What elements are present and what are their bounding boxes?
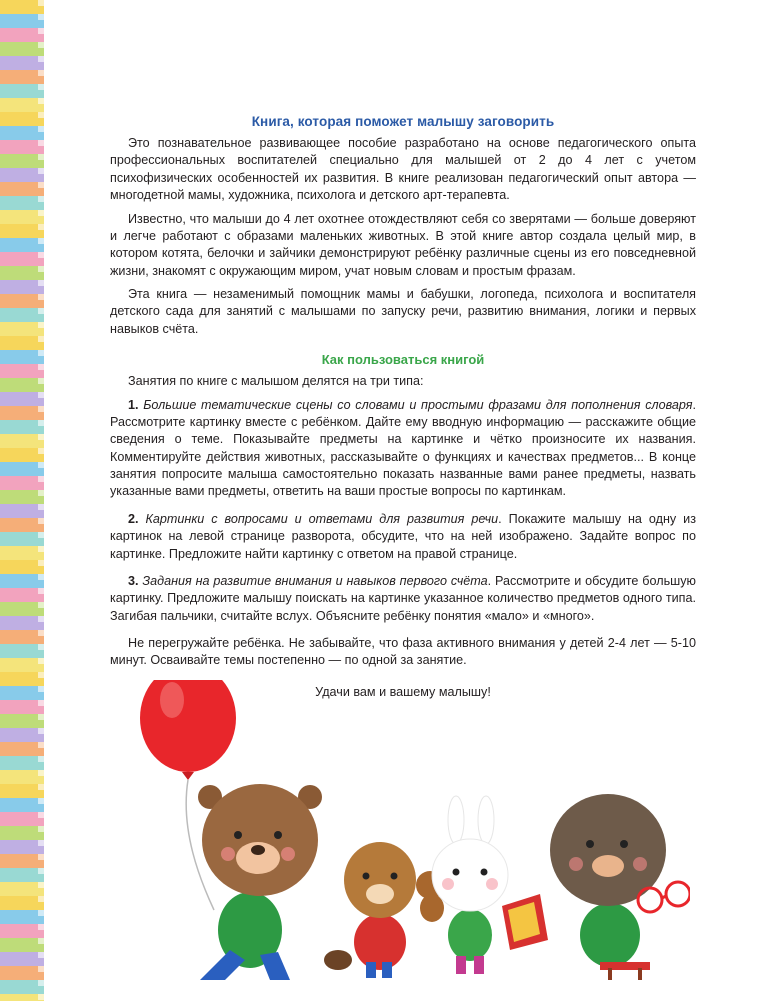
item-title: Картинки с вопросами и ответами для развития речи: [145, 511, 499, 526]
intro-paragraph-3: Эта книга — незаменимый помощник мамы и бабушки, логопеда, психолога и воспитателя детского сада для занятий с малышами по запуску речи, развитию внимания, логики и первых навыков счёта.: [110, 287, 696, 336]
closing-line: Удачи вам и вашему малышу!: [315, 684, 491, 699]
item-text: . Рассмотрите картинку вместе с ребёнком. Дайте ему вводную информацию — расскажите общие сведения о теме. Показывайте предметы на картинке и чётко произносите их названия. Комментируйте действия животных, рассказывайте о функциях и качествах предметов... В конце занятия попросите малыша самостоятельно показать названные вами ранее предметы, назвать указанные вами предметы, ответить на ваши простые вопросы по картинкам.: [110, 397, 696, 499]
mole-with-glasses-icon: [550, 794, 690, 980]
howto-heading: Как пользоваться книгой: [321, 352, 485, 368]
warning-paragraph: Не перегружайте ребёнка. Не забывайте, что фаза активного внимания у детей 2-4 лет — 5-10 минут. Осваивайте темы постепенно — по одной за занятие.: [110, 636, 696, 668]
beaver-icon: [324, 842, 416, 978]
item-number: 2.: [128, 511, 139, 526]
item-number: 3.: [128, 573, 139, 588]
bunny-icon: [432, 796, 508, 974]
item-number: 1.: [128, 397, 139, 412]
bear-with-balloon-icon: [198, 784, 322, 980]
red-book-icon: [502, 894, 548, 950]
page-title: Книга, которая поможет малышу заговорить: [251, 114, 555, 129]
item-title: Задания на развитие внимания и навыков первого счёта: [142, 573, 488, 588]
page-content: [110, 114, 696, 707]
item-text: . Покажите малышу на одну из картинок на левой странице разворота, обсудите, что на ней изображено. Задайте вопрос по картинке. Предложите найти картинку с ответом на правой странице.: [110, 511, 696, 561]
item-text: . Рассмотрите и обсудите большую картинку. Предложите малышу поискать на картинке указанное количество предметов одного типа. Загибая пальчики, считайте вслух. Объясните ребёнку понятия «мало» и «много».: [110, 573, 696, 623]
intro-paragraph-1: Это познавательное развивающее пособие разработано на основе педагогического опыта профессиональных воспитателей специально для малышей от 2 до 4 лет с учетом психофизических особенностей их развития. В книге реализован педагогический опыт автора — многодетной мамы, художника, психолога и детского арт-терапевта.: [110, 136, 696, 203]
howto-item-2: [110, 511, 696, 563]
rainbow-stripe-border: [0, 0, 44, 1001]
howto-item-3: [110, 573, 696, 625]
animals-illustration: [130, 680, 690, 980]
howto-item-1: [110, 397, 696, 501]
howto-lead: Занятия по книге с малышом делятся на три типа:: [128, 374, 424, 389]
intro-paragraph-2: Известно, что малыши до 4 лет охотнее отождествляют себя со зверятами — больше доверяют и легче работают с образами маленьких животных. В этой книге автор создала целый мир, в котором котята, белочки и зайчики демонстрируют ребёнку различные сцены из его повседневной жизни, знакомят с окружающим миром, учат новым словам и простым фразам.: [110, 211, 696, 278]
item-title: Большие тематические сцены со словами и простыми фразами для пополнения словаря: [143, 397, 693, 412]
